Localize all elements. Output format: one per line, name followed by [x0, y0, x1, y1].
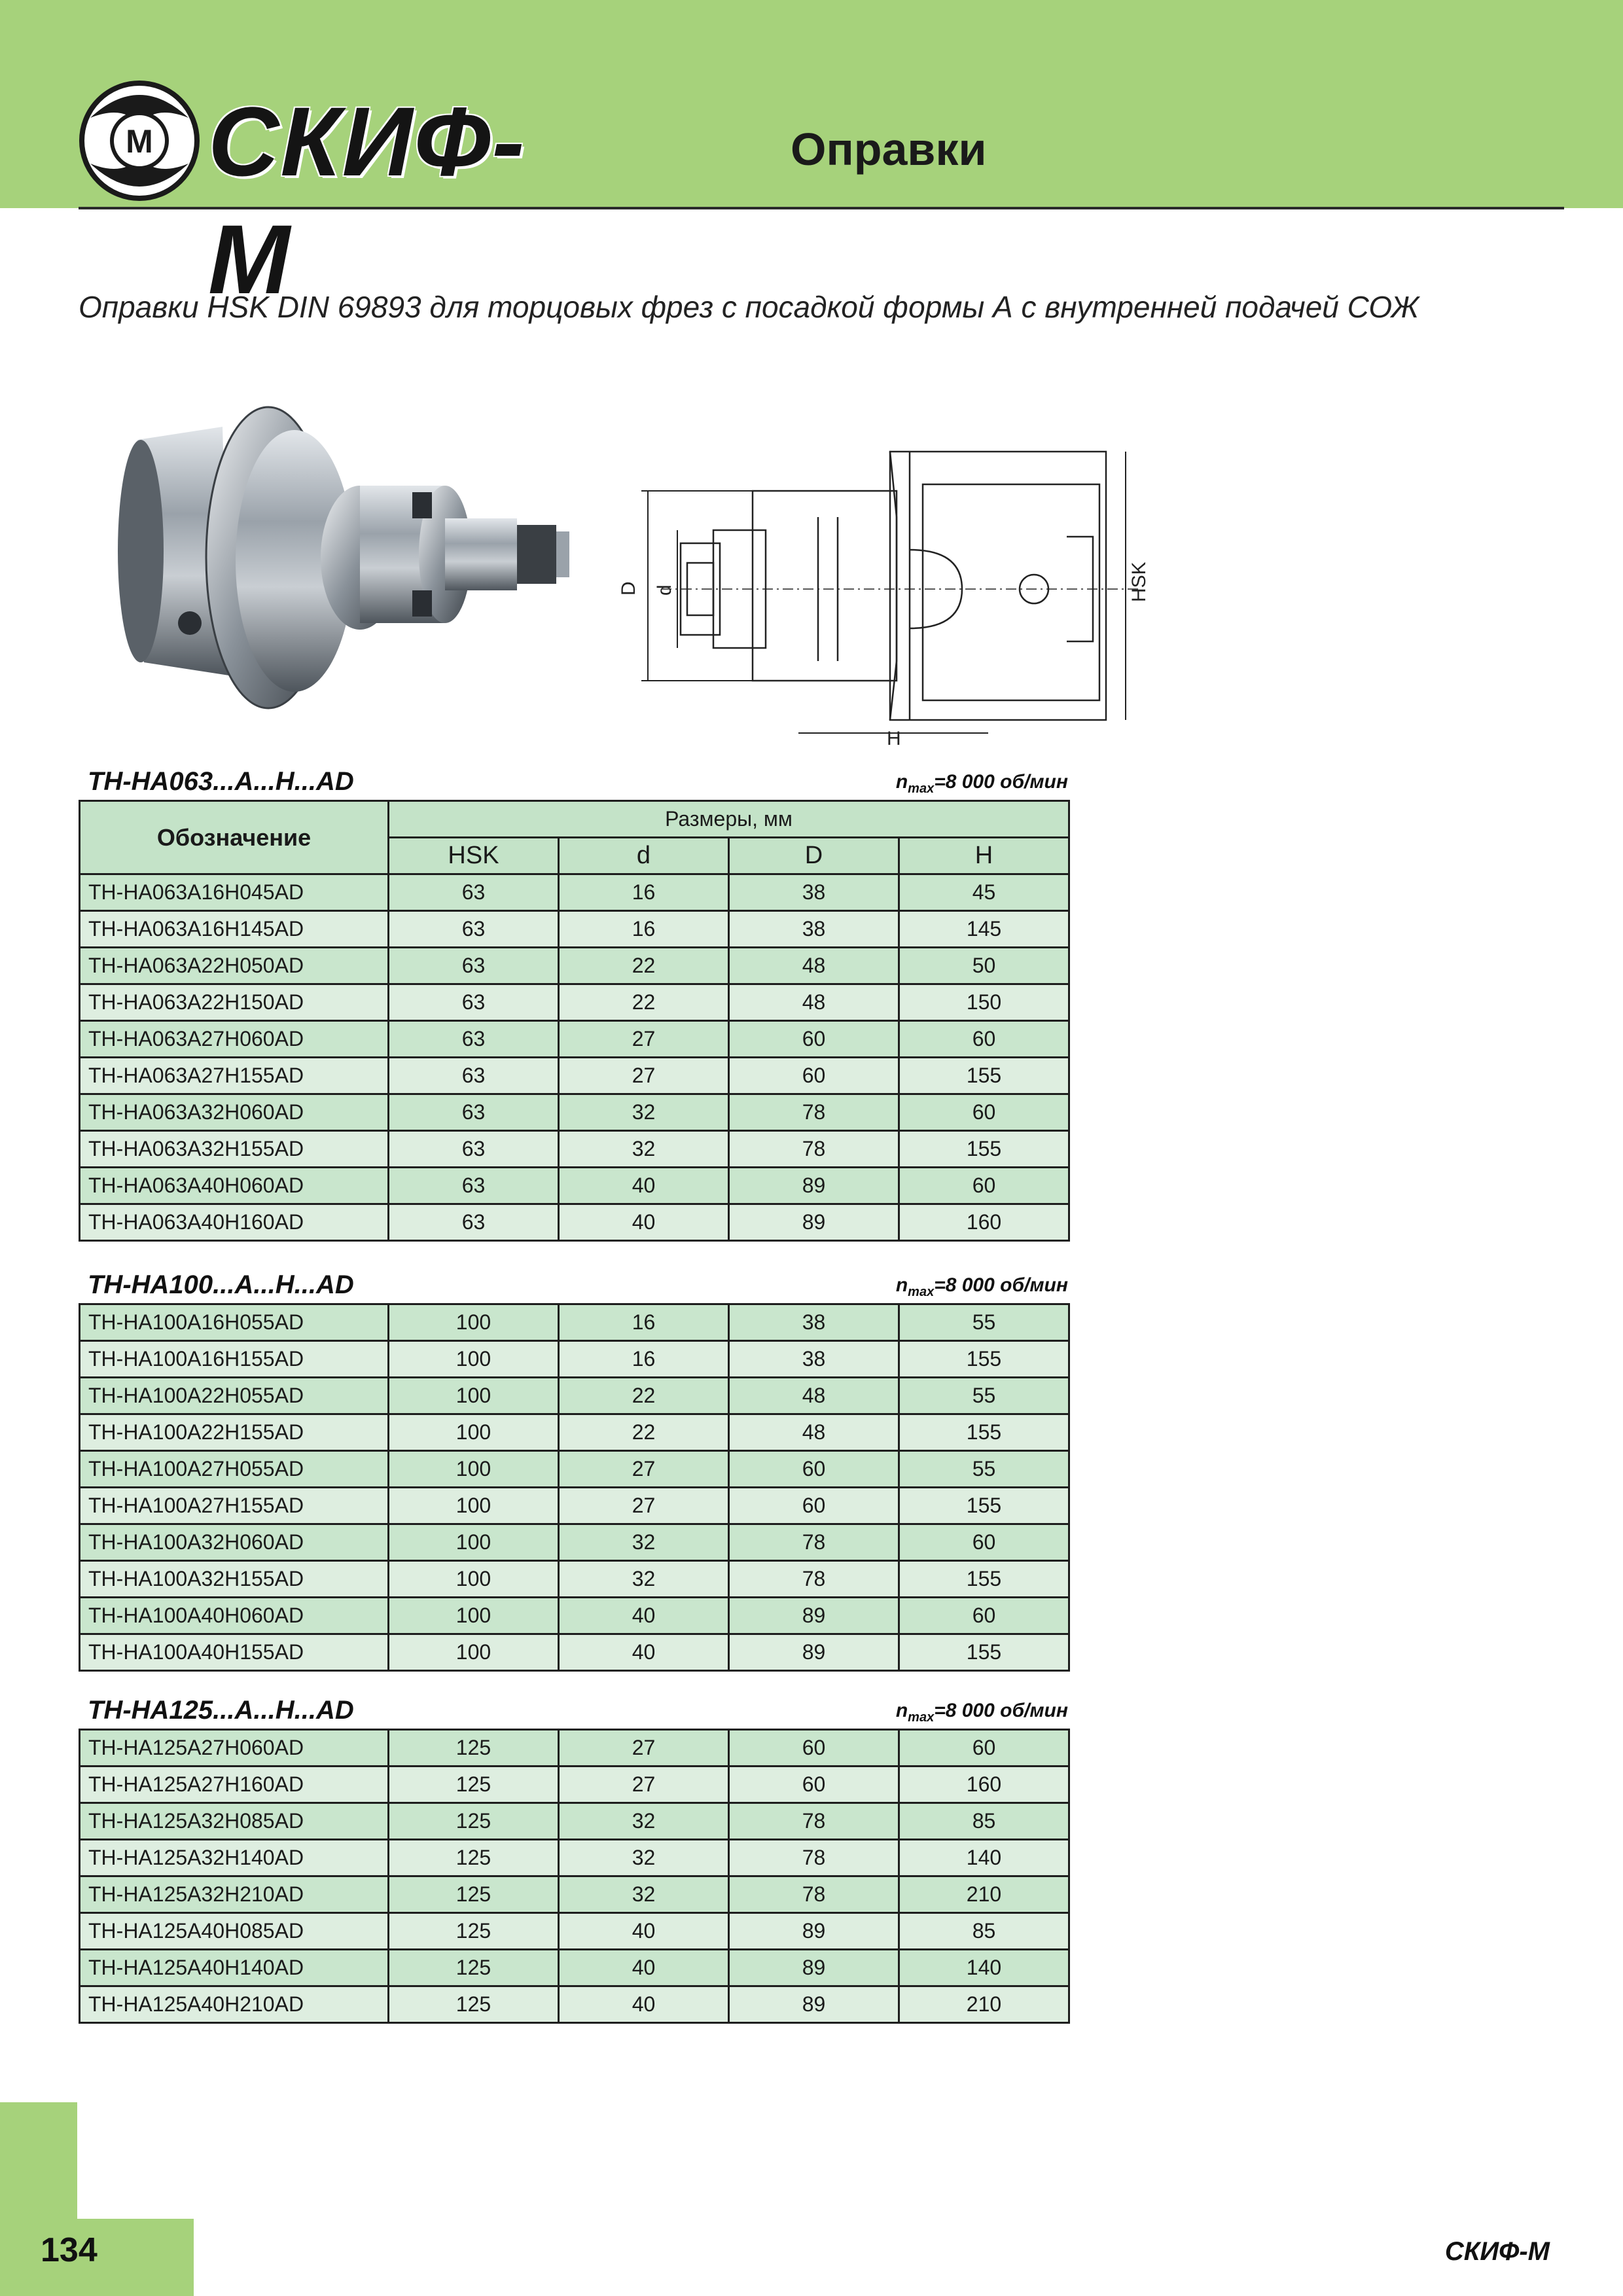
dimension-cell: 63 [389, 1021, 559, 1058]
dimension-cell: 89 [729, 1634, 899, 1671]
drawing-label-D: D [618, 581, 639, 596]
table-row [80, 1598, 1069, 1634]
dimension-cell: 145 [899, 911, 1069, 948]
table-row [80, 1561, 1069, 1598]
dimension-cell: 78 [729, 1524, 899, 1561]
designation-cell: TH-HA100A40H060AD [80, 1598, 389, 1634]
table-row [80, 1634, 1069, 1671]
dimension-cell: 210 [899, 1876, 1069, 1913]
dimension-cell: 22 [559, 1378, 729, 1414]
max-speed: $n_{max}=8$ 000 об/мин [895, 1700, 1068, 1725]
dimension-cell: 155 [899, 1561, 1069, 1598]
designation-cell: TH-HA063A22H150AD [80, 984, 389, 1021]
dimension-cell: 32 [559, 1840, 729, 1876]
dimension-cell: 125 [389, 1803, 559, 1840]
dimension-cell: 40 [559, 1950, 729, 1986]
group-header [80, 767, 1068, 796]
designation-cell: TH-HA100A22H055AD [80, 1378, 389, 1414]
dimension-cell: 63 [389, 911, 559, 948]
table-row [80, 1876, 1069, 1913]
dimension-cell: 22 [559, 948, 729, 984]
dimension-cell: 27 [559, 1767, 729, 1803]
table-row [80, 984, 1069, 1021]
dimension-cell: 160 [899, 1204, 1069, 1241]
dimension-cell: 60 [899, 1168, 1069, 1204]
logo-emblem-icon [77, 79, 202, 203]
dimension-cell: 100 [389, 1414, 559, 1451]
designation-cell: TH-HA125A32H085AD [80, 1803, 389, 1840]
group-title: TH-HA125...A...H...AD [88, 1696, 354, 1725]
designation-cell: TH-HA063A32H060AD [80, 1094, 389, 1131]
dimension-cell: 38 [729, 874, 899, 911]
dimension-cell: 16 [559, 874, 729, 911]
dimension-cell: 125 [389, 1950, 559, 1986]
company-logo [77, 79, 601, 314]
dimension-cell: 16 [559, 1341, 729, 1378]
dimension-cell: 155 [899, 1058, 1069, 1094]
dimension-cell: 125 [389, 1840, 559, 1876]
footer-brand: СКИФ-М [1444, 2237, 1550, 2266]
dimension-cell: 22 [559, 1414, 729, 1451]
technical-drawing [618, 432, 1178, 749]
designation-cell: TH-HA100A22H155AD [80, 1414, 389, 1451]
dimension-cell: 210 [899, 1986, 1069, 2023]
dimension-cell: 48 [729, 1414, 899, 1451]
dimension-cell: 60 [899, 1730, 1069, 1767]
table-row [80, 1488, 1069, 1524]
designation-cell: TH-HA125A40H140AD [80, 1950, 389, 1986]
table-row [80, 1378, 1069, 1414]
dimension-cell: 16 [559, 911, 729, 948]
spec-table [79, 1729, 1070, 2024]
dimension-cell: 89 [729, 1950, 899, 1986]
designation-cell: TH-HA063A16H145AD [80, 911, 389, 948]
dimension-cell: 100 [389, 1378, 559, 1414]
dimension-cell: 155 [899, 1634, 1069, 1671]
dimension-cell: 27 [559, 1058, 729, 1094]
dimension-cell: 85 [899, 1913, 1069, 1950]
designation-cell: TH-HA063A27H060AD [80, 1021, 389, 1058]
group-title: TH-HA063...A...H...AD [88, 767, 354, 796]
dimension-cell: 89 [729, 1168, 899, 1204]
dimension-cell: 50 [899, 948, 1069, 984]
col-header-d-large: D [729, 838, 899, 874]
dimension-cell: 60 [729, 1451, 899, 1488]
dimension-cell: 100 [389, 1488, 559, 1524]
dimension-cell: 55 [899, 1451, 1069, 1488]
dimension-cell: 125 [389, 1730, 559, 1767]
dimension-cell: 40 [559, 1598, 729, 1634]
designation-cell: TH-HA125A27H060AD [80, 1730, 389, 1767]
table-row [80, 1950, 1069, 1986]
dimension-cell: 60 [899, 1094, 1069, 1131]
dimension-cell: 100 [389, 1451, 559, 1488]
dimension-cell: 40 [559, 1913, 729, 1950]
drawing-label-HSK: HSK [1128, 562, 1150, 602]
dimension-cell: 16 [559, 1304, 729, 1341]
designation-cell: TH-HA063A16H045AD [80, 874, 389, 911]
table-row [80, 1803, 1069, 1840]
dimension-cell: 27 [559, 1021, 729, 1058]
dimension-cell: 78 [729, 1840, 899, 1876]
designation-cell: TH-HA125A32H210AD [80, 1876, 389, 1913]
dimension-cell: 48 [729, 1378, 899, 1414]
table-row [80, 1730, 1069, 1767]
table-row [80, 1094, 1069, 1131]
dimension-cell: 100 [389, 1304, 559, 1341]
designation-cell: TH-HA063A32H155AD [80, 1131, 389, 1168]
drawing-label-d: d [654, 584, 675, 596]
dimension-cell: 48 [729, 948, 899, 984]
dimension-cell: 100 [389, 1524, 559, 1561]
dimension-cell: 40 [559, 1168, 729, 1204]
dimension-cell: 27 [559, 1451, 729, 1488]
dimension-cell: 60 [899, 1021, 1069, 1058]
dimension-cell: 32 [559, 1876, 729, 1913]
dimension-cell: 63 [389, 948, 559, 984]
col-header-d-small: d [559, 838, 729, 874]
dimension-cell: 78 [729, 1803, 899, 1840]
dimension-cell: 38 [729, 1304, 899, 1341]
table-row [80, 1986, 1069, 2023]
col-header-dimensions: Размеры, мм [389, 801, 1069, 838]
table-row [80, 1767, 1069, 1803]
table-row [80, 1021, 1069, 1058]
dimension-cell: 45 [899, 874, 1069, 911]
col-header-designation: Обозначение [80, 801, 389, 874]
dimension-cell: 100 [389, 1561, 559, 1598]
table-row [80, 1341, 1069, 1378]
dimension-cell: 60 [729, 1767, 899, 1803]
dimension-cell: 63 [389, 984, 559, 1021]
dimension-cell: 60 [729, 1021, 899, 1058]
dimension-cell: 63 [389, 1204, 559, 1241]
designation-cell: TH-HA100A16H155AD [80, 1341, 389, 1378]
dimension-cell: 89 [729, 1986, 899, 2023]
dimension-cell: 40 [559, 1204, 729, 1241]
dimension-cell: 78 [729, 1094, 899, 1131]
section-title: Оправки [791, 124, 987, 175]
dimension-cell: 32 [559, 1524, 729, 1561]
dimension-cell: 125 [389, 1767, 559, 1803]
dimension-cell: 40 [559, 1986, 729, 2023]
table-row [80, 1204, 1069, 1241]
dimension-cell: 55 [899, 1304, 1069, 1341]
table-row [80, 911, 1069, 948]
dimension-cell: 100 [389, 1598, 559, 1634]
page-number: 134 [41, 2231, 98, 2269]
dimension-cell: 125 [389, 1986, 559, 2023]
dimension-cell: 55 [899, 1378, 1069, 1414]
designation-cell: TH-HA125A40H085AD [80, 1913, 389, 1950]
group-header [80, 1696, 1068, 1725]
table-row [80, 1414, 1069, 1451]
designation-cell: TH-HA100A32H155AD [80, 1561, 389, 1598]
dimension-cell: 60 [899, 1598, 1069, 1634]
table-row [80, 1168, 1069, 1204]
table-row [80, 948, 1069, 984]
product-photo [98, 401, 582, 741]
dimension-cell: 63 [389, 874, 559, 911]
dimension-cell: 60 [729, 1730, 899, 1767]
dimension-cell: 155 [899, 1131, 1069, 1168]
designation-cell: TH-HA100A27H055AD [80, 1451, 389, 1488]
spec-table [79, 1303, 1070, 1672]
designation-cell: TH-HA125A32H140AD [80, 1840, 389, 1876]
drawing-label-H: H [887, 728, 901, 749]
designation-cell: TH-HA063A22H050AD [80, 948, 389, 984]
designation-cell: TH-HA100A16H055AD [80, 1304, 389, 1341]
dimension-cell: 100 [389, 1634, 559, 1671]
page-subtitle: Оправки HSK DIN 69893 для торцовых фрез с посадкой формы А с внутренней подачей СОЖ [79, 290, 1419, 324]
dimension-cell: 38 [729, 911, 899, 948]
dimension-cell: 32 [559, 1131, 729, 1168]
dimension-cell: 78 [729, 1876, 899, 1913]
designation-cell: TH-HA063A40H160AD [80, 1204, 389, 1241]
designation-cell: TH-HA063A40H060AD [80, 1168, 389, 1204]
dimension-cell: 85 [899, 1803, 1069, 1840]
dimension-cell: 60 [899, 1524, 1069, 1561]
dimension-cell: 89 [729, 1913, 899, 1950]
dimension-cell: 27 [559, 1488, 729, 1524]
brand-name: СКИФ-М [208, 86, 526, 314]
dimension-cell: 89 [729, 1598, 899, 1634]
dimension-cell: 125 [389, 1876, 559, 1913]
dimension-cell: 22 [559, 984, 729, 1021]
dimension-cell: 100 [389, 1341, 559, 1378]
group-header [80, 1270, 1068, 1299]
dimension-cell: 78 [729, 1131, 899, 1168]
col-header-h: H [899, 838, 1069, 874]
dimension-cell: 89 [729, 1204, 899, 1241]
dimension-cell: 48 [729, 984, 899, 1021]
dimension-cell: 140 [899, 1950, 1069, 1986]
dimension-cell: 63 [389, 1131, 559, 1168]
max-speed: $n_{max}=8$ 000 об/мин [895, 771, 1068, 796]
dimension-cell: 40 [559, 1634, 729, 1671]
dimension-cell: 32 [559, 1561, 729, 1598]
dimension-cell: 60 [729, 1058, 899, 1094]
col-header-hsk: HSK [389, 838, 559, 874]
designation-cell: TH-HA100A40H155AD [80, 1634, 389, 1671]
group-title: TH-HA100...A...H...AD [88, 1270, 354, 1299]
dimension-cell: 150 [899, 984, 1069, 1021]
dimension-cell: 27 [559, 1730, 729, 1767]
designation-cell: TH-HA100A27H155AD [80, 1488, 389, 1524]
table-row [80, 1131, 1069, 1168]
table-row [80, 1058, 1069, 1094]
designation-cell: TH-HA100A32H060AD [80, 1524, 389, 1561]
dimension-cell: 32 [559, 1094, 729, 1131]
dimension-cell: 78 [729, 1561, 899, 1598]
designation-cell: TH-HA063A27H155AD [80, 1058, 389, 1094]
table-row [80, 1451, 1069, 1488]
spec-table [79, 800, 1070, 1242]
table-row [80, 1304, 1069, 1341]
dimension-cell: 155 [899, 1341, 1069, 1378]
dimension-cell: 155 [899, 1488, 1069, 1524]
dimension-cell: 60 [729, 1488, 899, 1524]
dimension-cell: 63 [389, 1094, 559, 1131]
dimension-cell: 140 [899, 1840, 1069, 1876]
table-row [80, 1840, 1069, 1876]
dimension-cell: 38 [729, 1341, 899, 1378]
table-row [80, 1913, 1069, 1950]
dimension-cell: 63 [389, 1168, 559, 1204]
dimension-cell: 160 [899, 1767, 1069, 1803]
designation-cell: TH-HA125A27H160AD [80, 1767, 389, 1803]
table-row [80, 874, 1069, 911]
svg-text:М: М [126, 123, 153, 160]
table-row [80, 1524, 1069, 1561]
designation-cell: TH-HA125A40H210AD [80, 1986, 389, 2023]
dimension-cell: 125 [389, 1913, 559, 1950]
max-speed: $n_{max}=8$ 000 об/мин [895, 1274, 1068, 1299]
dimension-cell: 63 [389, 1058, 559, 1094]
dimension-cell: 155 [899, 1414, 1069, 1451]
dimension-cell: 32 [559, 1803, 729, 1840]
